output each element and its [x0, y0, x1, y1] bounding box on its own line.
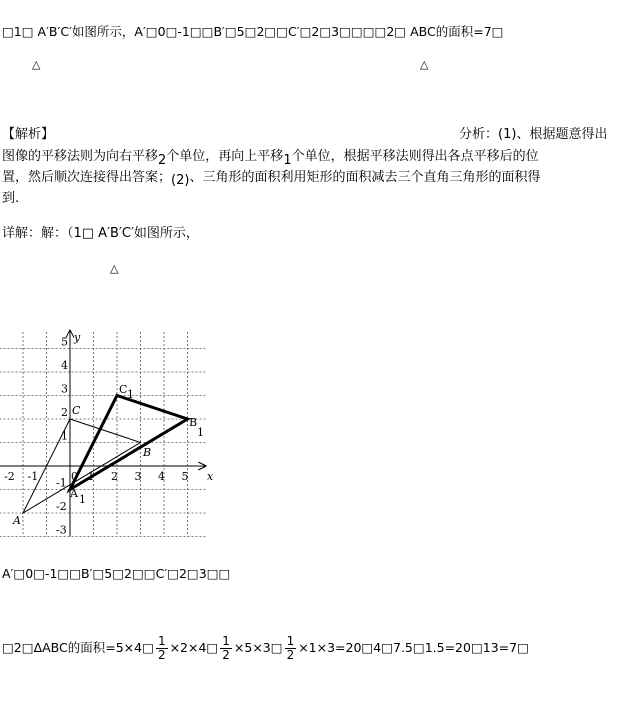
- question-part1: □1□ A′B′C′如图所示，A′□0□-1□□B′□5□2□□C′□2□3□□□□2□ ABC的面积=7□: [2, 24, 504, 39]
- area-term3: ×1×3=20□4□7.5□1.5=20□13=7□: [298, 640, 529, 655]
- fraction-half: [285, 635, 297, 662]
- fraction-numerator: 1: [286, 634, 295, 648]
- x-tick-label: 4: [158, 470, 165, 483]
- fraction-half: [220, 635, 232, 662]
- fraction-denominator: 2: [157, 648, 166, 662]
- analysis-text: 置，然后顺次连接得出答案；: [2, 170, 172, 185]
- fraction-numerator: 1: [222, 634, 230, 648]
- fraction-numerator: 1: [157, 634, 166, 648]
- triangle-symbol: △: [420, 58, 429, 71]
- solution-line1: 详解：解：（1□ A′B′C′如图所示，: [2, 226, 199, 241]
- x-tick-label: 1: [87, 470, 95, 483]
- y-axis-label: y: [74, 331, 81, 344]
- x-tick-label: 2: [111, 470, 118, 483]
- y-tick-label: 3: [61, 382, 68, 396]
- part1-marker: (1): [498, 127, 517, 142]
- shift-up-value: 1: [283, 153, 292, 168]
- analysis-body: [2, 146, 628, 209]
- x-axis-arrow: [198, 466, 206, 470]
- x-tick-label: -2: [4, 470, 15, 483]
- shift-right-value: 2: [158, 153, 167, 168]
- area-term1: ×2×4□: [169, 640, 219, 655]
- analysis-label: [459, 127, 607, 143]
- coords-line: A′□0□-1□□B′□5□2□□C′□2□3□□: [2, 566, 231, 581]
- point-a-label: A: [13, 514, 21, 527]
- point-a1-label: A: [70, 487, 78, 500]
- grid: [0, 332, 206, 536]
- analysis-heading: 【解析】: [2, 127, 55, 142]
- fraction-denominator: 2: [222, 648, 230, 662]
- y-tick-label: -3: [56, 523, 67, 537]
- point-a1-subscript: 1: [79, 493, 86, 506]
- y-tick-label: 1: [61, 429, 68, 443]
- coordinate-graph: [0, 325, 225, 550]
- y-tick-label: 5: [61, 335, 68, 349]
- point-b-label: B: [143, 446, 152, 459]
- analysis-line3: [2, 167, 628, 188]
- fraction-half: [156, 635, 168, 662]
- area-prefix: □2□ΔABC的面积=5×4□: [2, 640, 154, 655]
- x-tick-label: 5: [181, 470, 189, 483]
- point-c-label: C: [72, 404, 81, 417]
- analysis-line4: 到.: [2, 191, 20, 206]
- x-tick-label: -1: [27, 470, 39, 483]
- point-c1-label: C: [119, 383, 128, 396]
- analysis-line1-rest: 、根据题意得出: [516, 127, 608, 142]
- point-b1-subscript: 1: [197, 426, 204, 439]
- y-tick-label: 2: [61, 406, 68, 419]
- y-tick-label: 4: [61, 359, 68, 372]
- fraction-denominator: 2: [286, 648, 295, 662]
- analysis-text: 、三角形的面积利用矩形的面积减去三个直角三角形的面积得: [189, 170, 541, 185]
- point-c1-subscript: 1: [127, 388, 134, 401]
- area-term2: ×5×3□: [233, 640, 283, 655]
- point-b1-label: B: [189, 416, 198, 429]
- origin-label: 0: [71, 470, 78, 483]
- triangle-symbol: △: [110, 262, 119, 275]
- x-tick-label: 3: [134, 470, 142, 483]
- x-axis-arrow: [198, 462, 206, 466]
- triangle-symbol: △: [32, 58, 41, 71]
- x-axis-label: x: [207, 470, 214, 483]
- axes: [0, 330, 206, 537]
- analysis-text: 图像的平移法则为向右平移: [2, 149, 159, 164]
- analysis-text: 个单位，根据平移法则得出各点平移后的位: [291, 149, 539, 164]
- analysis-label-text: 分析：: [459, 127, 499, 142]
- analysis-text: 个单位，再向上平移: [166, 149, 284, 164]
- y-tick-label: -1: [56, 476, 67, 490]
- y-tick-label: -2: [56, 500, 67, 513]
- area-line: [2, 634, 529, 662]
- analysis-line2: [2, 146, 628, 167]
- part2-marker: (2): [171, 173, 190, 188]
